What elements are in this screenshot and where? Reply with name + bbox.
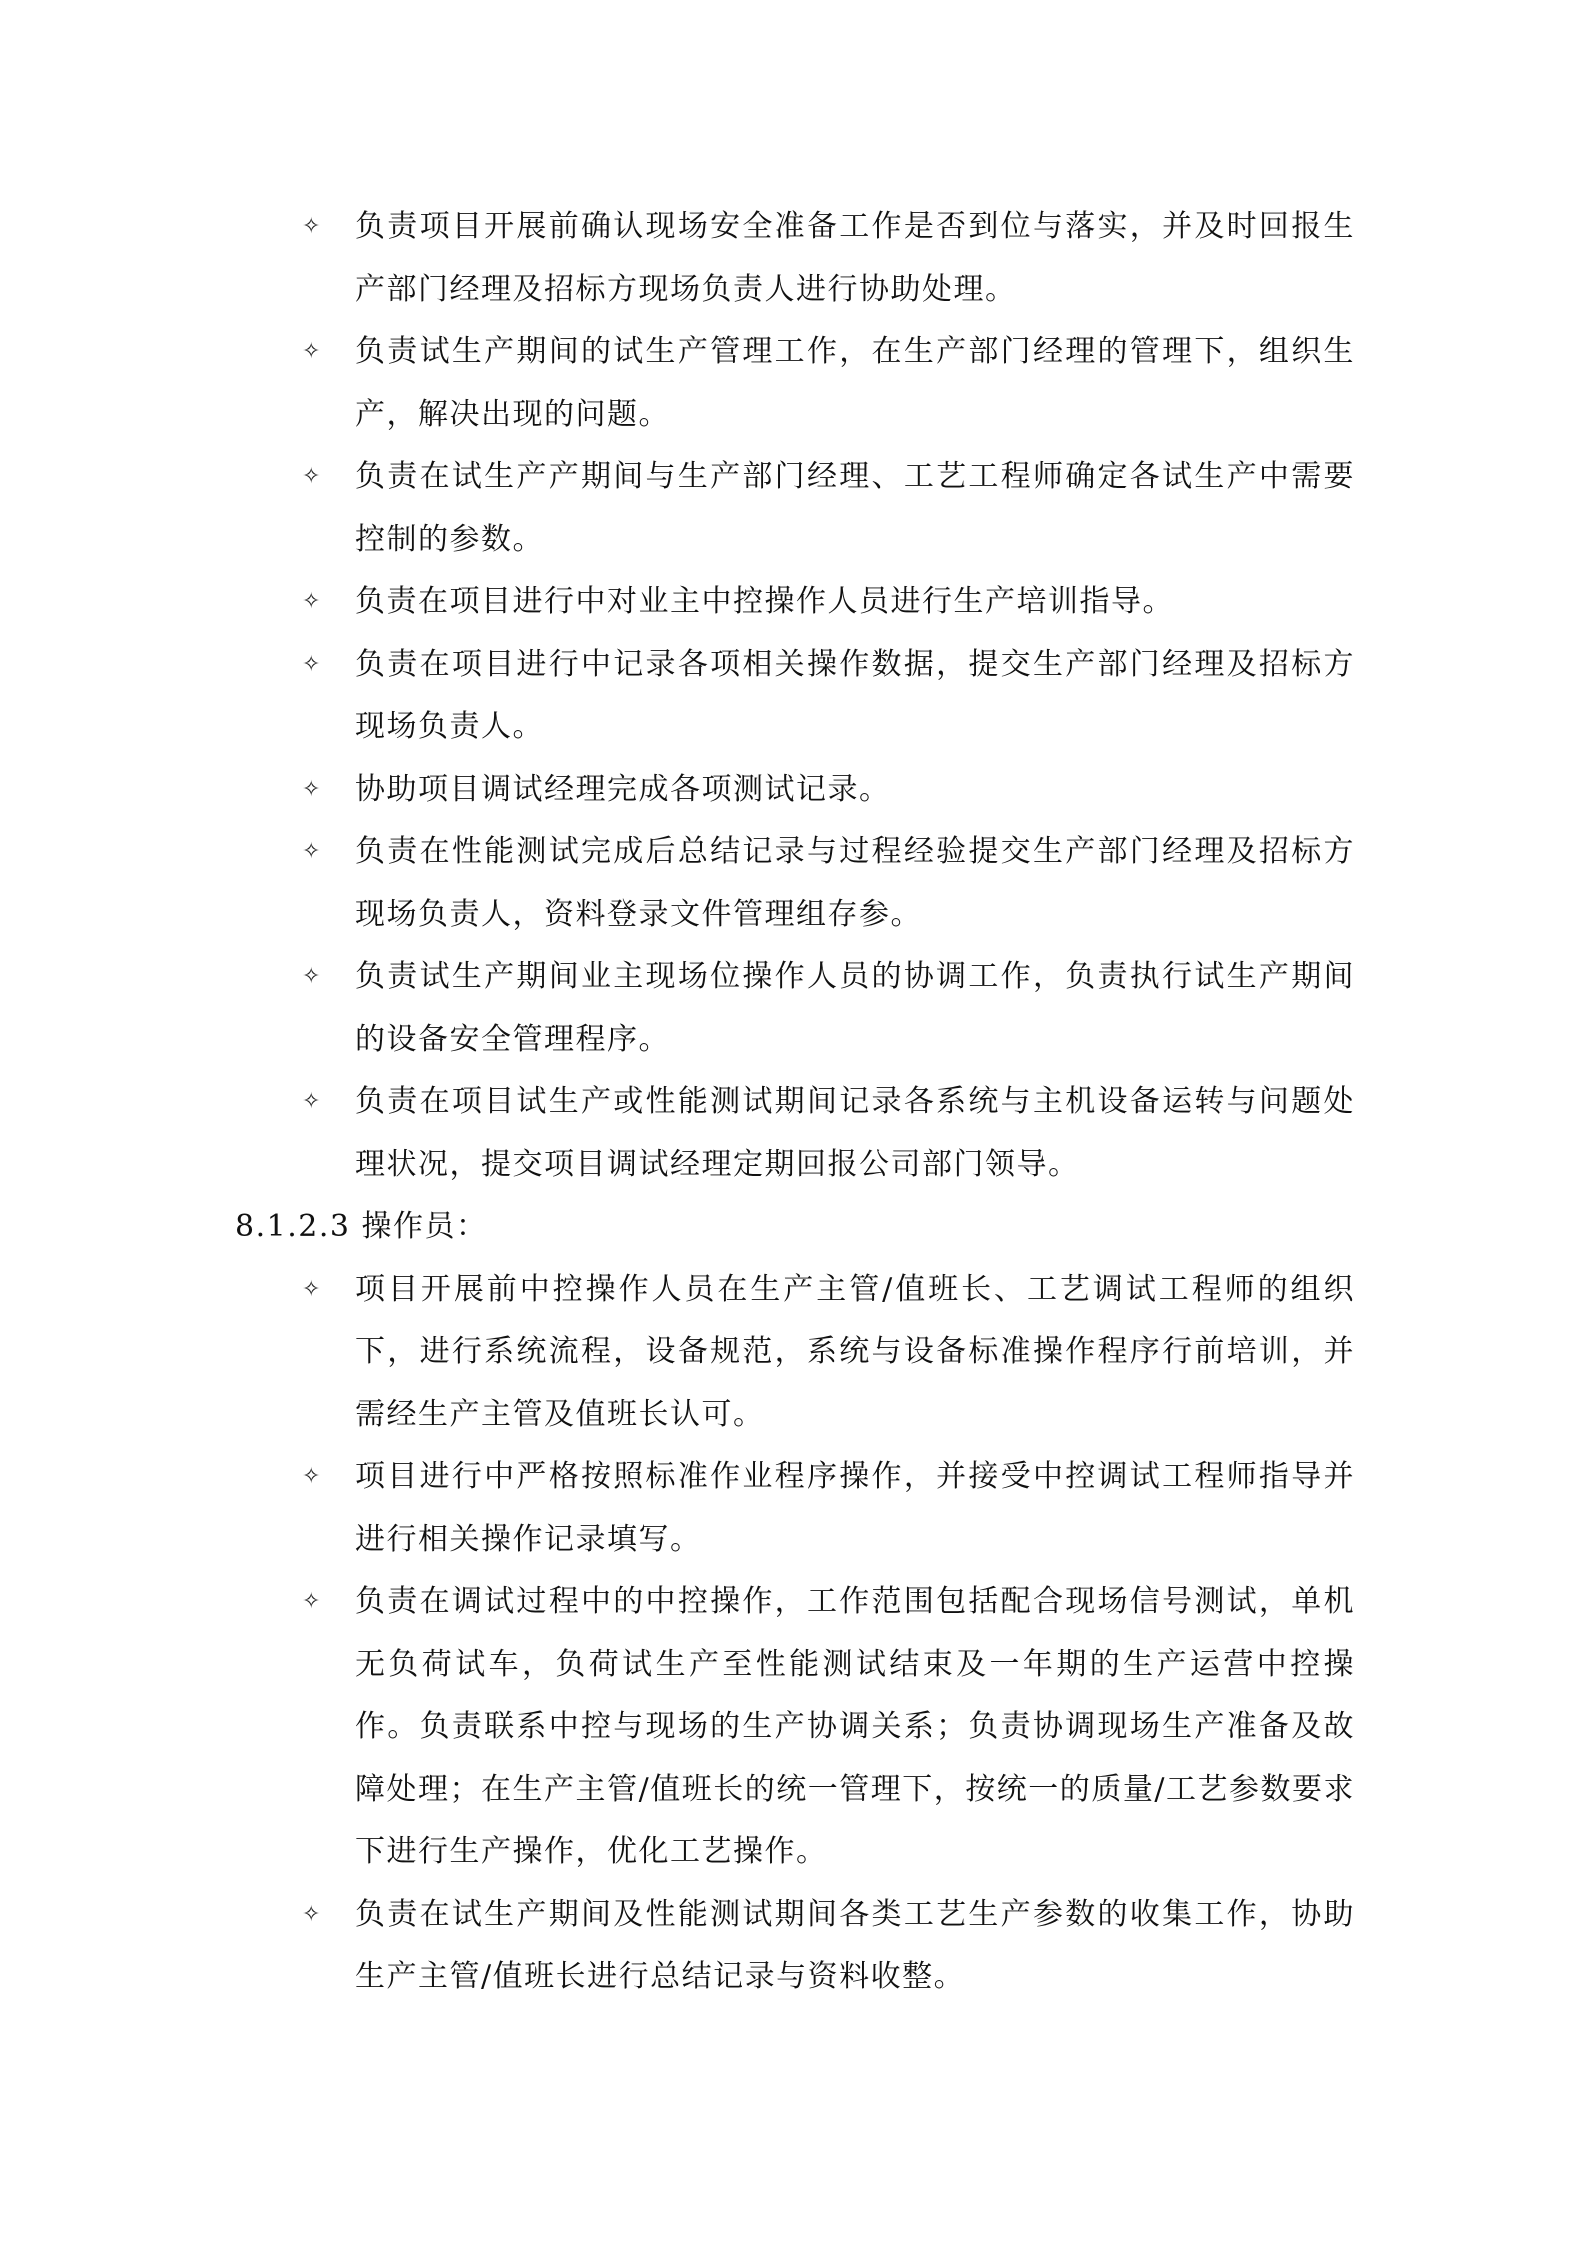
list-item — [235, 196, 1355, 321]
diamond-star-icon: ✧ — [302, 1589, 322, 1614]
list-item — [235, 571, 1355, 634]
list-item — [235, 946, 1355, 1071]
list-item — [235, 759, 1355, 822]
list-item — [235, 821, 1355, 946]
list-item-text: 负责在试生产期间及性能测试期间各类工艺生产参数的收集工作，协助生产主管/值班长进行总结记录与资料收整。 — [355, 1896, 1355, 1994]
list-item-text: 负责在项目试生产或性能测试期间记录各系统与主机设备运转与问题处理状况，提交项目调试经理定期回报公司部门领导。 — [355, 1084, 1355, 1182]
diamond-star-icon: ✧ — [302, 1276, 322, 1302]
diamond-star-icon: ✧ — [302, 1089, 322, 1114]
list-item — [235, 1446, 1355, 1571]
diamond-star-icon: ✧ — [302, 651, 322, 677]
diamond-star-icon: ✧ — [302, 839, 322, 864]
list-item-text: 负责在性能测试完成后总结记录与过程经验提交生产部门经理及招标方现场负责人，资料登录文件管理组存参。 — [355, 834, 1355, 932]
section-heading: 8.1.2.3 操作员： — [235, 1209, 488, 1244]
diamond-star-icon: ✧ — [302, 464, 322, 489]
diamond-star-icon: ✧ — [302, 1464, 322, 1489]
list-item-text: 负责在项目进行中对业主中控操作人员进行生产培训指导。 — [355, 584, 1174, 619]
diamond-star-icon: ✧ — [302, 964, 322, 989]
list-item-text: 负责在项目进行中记录各项相关操作数据，提交生产部门经理及招标方现场负责人。 — [355, 646, 1355, 744]
diamond-star-icon: ✧ — [302, 589, 322, 614]
list-item-text: 项目开展前中控操作人员在生产主管/值班长、工艺调试工程师的组织下，进行系统流程，设备规范，系统与设备标准操作程序行前培训，并需经生产主管及值班长认可。 — [355, 1271, 1355, 1432]
list-item — [235, 446, 1355, 571]
responsibility-list-top — [235, 196, 1355, 1196]
list-item — [235, 1259, 1355, 1447]
document-body — [235, 196, 1355, 2009]
responsibility-list-bottom — [235, 1259, 1355, 2009]
list-item — [235, 1884, 1355, 2009]
list-item-text: 负责在调试过程中的中控操作，工作范围包括配合现场信号测试，单机无负荷试车，负荷试生产至性能测试结束及一年期的生产运营中控操作。负责联系中控与现场的生产协调关系；负责协调现场生产准备及故障处理；在生产主管/值班长的统一管理下，按统一的质量/工艺参数要求下进行生产操作，优化工艺操作。 — [355, 1584, 1355, 1869]
list-item-text: 协助项目调试经理完成各项测试记录。 — [355, 771, 891, 807]
list-item-text: 负责试生产期间业主现场位操作人员的协调工作，负责执行试生产期间的设备安全管理程序。 — [355, 959, 1355, 1057]
list-item — [235, 634, 1355, 759]
list-item — [235, 321, 1355, 446]
list-item-text: 负责试生产期间的试生产管理工作，在生产部门经理的管理下，组织生产，解决出现的问题。 — [355, 334, 1355, 432]
diamond-star-icon: ✧ — [302, 1901, 322, 1927]
list-item — [235, 1071, 1355, 1196]
list-item — [235, 1571, 1355, 1884]
list-item-text: 负责项目开展前确认现场安全准备工作是否到位与落实，并及时回报生产部门经理及招标方现场负责人进行协助处理。 — [355, 209, 1355, 307]
list-item-text: 项目进行中严格按照标准作业程序操作，并接受中控调试工程师指导并进行相关操作记录填写。 — [355, 1459, 1355, 1557]
diamond-star-icon: ✧ — [302, 214, 322, 239]
diamond-star-icon: ✧ — [302, 776, 322, 802]
diamond-star-icon: ✧ — [302, 339, 322, 364]
list-item-text: 负责在试生产产期间与生产部门经理、工艺工程师确定各试生产中需要控制的参数。 — [355, 459, 1355, 557]
